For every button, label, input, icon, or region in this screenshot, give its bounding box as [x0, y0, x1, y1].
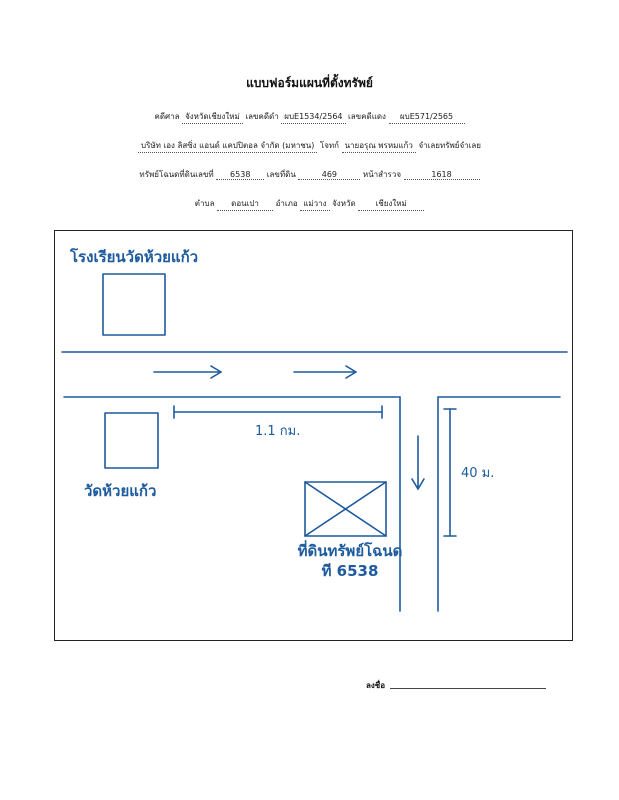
- form-row-case: [0, 110, 619, 124]
- property-plot: [305, 482, 386, 536]
- red-case-value: ผบE571/2565: [389, 110, 465, 124]
- district-label: อำเภอ: [275, 199, 298, 208]
- deed-label: ทรัพย์โฉนดที่ดินเลขที่: [139, 170, 214, 179]
- land-no-value: 469: [298, 170, 360, 180]
- property-label-line-2: ที 6538: [321, 562, 379, 580]
- province-value: เชียงใหม่: [358, 197, 424, 211]
- distance-marker-horizontal: [174, 406, 382, 418]
- plaintiff-label: โจทก์: [319, 141, 340, 150]
- survey-label: หน้าสำรวจ: [362, 170, 402, 179]
- plaintiff-value: บริษัท เอง ลิสซิ่ง แอนด์ แคปปิตอล จำกัด (มหาชน): [138, 139, 317, 153]
- form-row-deed: [0, 168, 619, 181]
- traffic-arrow-2-icon: [294, 366, 356, 378]
- temple-label: วัดห้วยแก้ว: [84, 482, 157, 500]
- deed-value: 6538: [216, 170, 264, 180]
- province-label: จังหวัด: [332, 199, 356, 208]
- black-case-label: เลขคดีดำ: [245, 112, 279, 121]
- court-label: คดีศาล: [154, 112, 180, 121]
- temple-building: [105, 413, 158, 468]
- defendant-value: นายอรุณ พรหมแก้ว: [342, 139, 416, 153]
- red-case-label: เลขคดีแดง: [348, 112, 386, 121]
- side-distance-label: 40 ม.: [461, 466, 495, 481]
- survey-value: 1618: [404, 170, 480, 180]
- district-value: แม่วาง: [300, 197, 329, 211]
- property-label-line-1: ที่ดินทรัพย์โฉนด: [297, 542, 403, 560]
- form-row-location: [0, 197, 619, 211]
- property-label: [275, 541, 425, 581]
- location-map: [54, 230, 573, 641]
- traffic-arrow-down-icon: [412, 436, 424, 489]
- school-label: โรงเรียนวัดห้วยแก้ว: [70, 248, 199, 266]
- form-row-parties: [0, 139, 619, 153]
- traffic-arrow-1-icon: [154, 366, 221, 378]
- signature-line: [390, 688, 546, 689]
- form-title: แบบฟอร์มแผนที่ตั้งทรัพย์: [246, 76, 373, 90]
- subdistrict-value: ดอนเปา: [217, 197, 273, 211]
- court-value: จังหวัดเชียงใหม่: [182, 110, 243, 124]
- black-case-value: ผบE1534/2564: [281, 110, 345, 124]
- land-no-label: เลขที่ดิน: [266, 170, 296, 179]
- distance-marker-vertical: [444, 409, 456, 536]
- signature-label: ลงชื่อ: [366, 681, 386, 690]
- subdistrict-label: ตำบล: [194, 199, 215, 208]
- school-building: [103, 274, 165, 335]
- distance-label: 1.1 กม.: [255, 424, 301, 439]
- defendant-label: จำเลยทรัพย์จำเลย: [418, 141, 481, 150]
